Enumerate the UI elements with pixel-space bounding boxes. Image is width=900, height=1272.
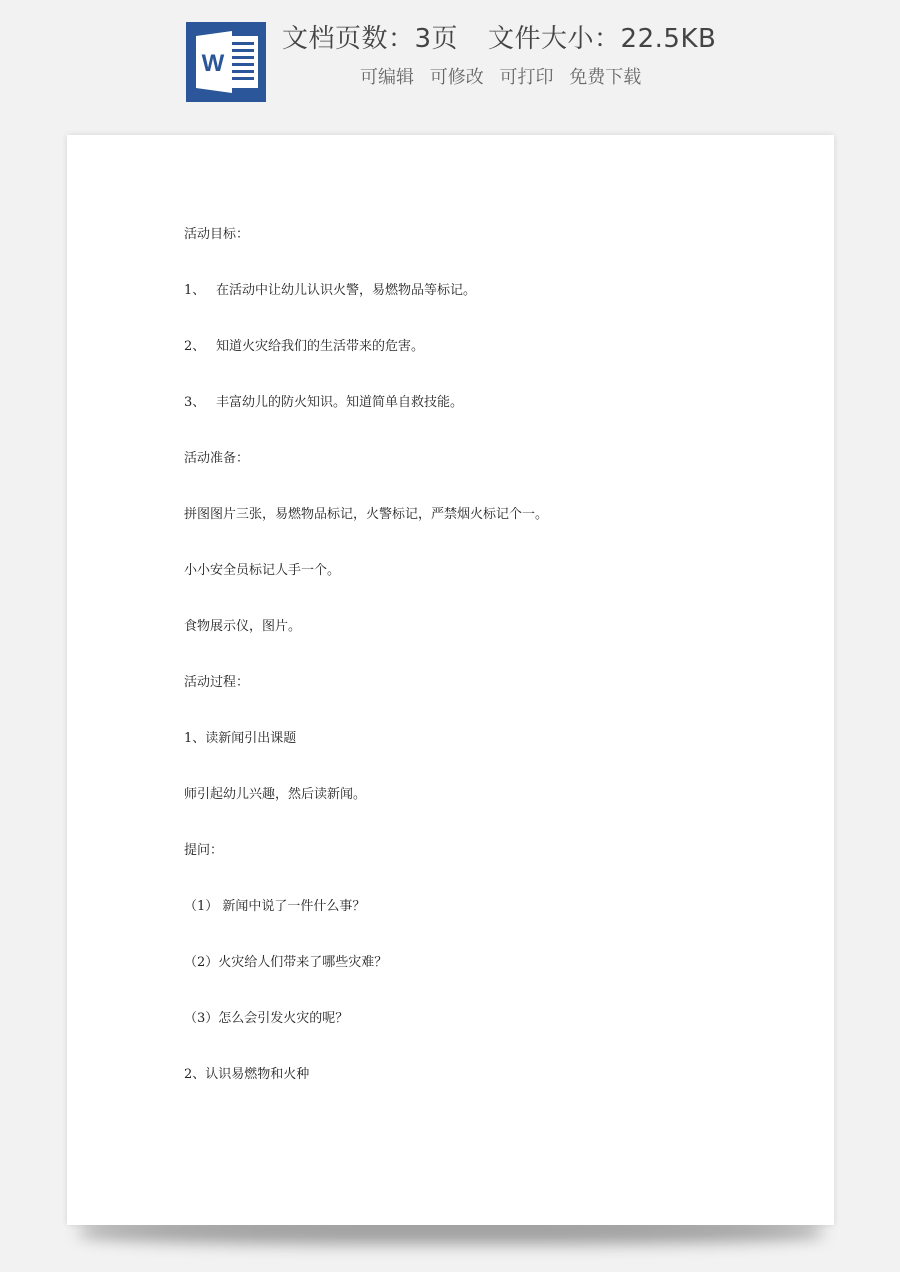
document-paragraph (184, 899, 784, 915)
paragraph-text: 活动过程： (184, 675, 250, 690)
document-paragraph (184, 339, 784, 355)
document-paragraph (184, 227, 784, 243)
feature-printable: 可打印 (499, 67, 554, 88)
feature-modifiable: 可修改 (429, 67, 484, 88)
paragraph-text: 小小安全员标记人手一个。 (184, 563, 341, 578)
document-paragraph (184, 395, 784, 411)
page-count-label: 文档页数：3页 (282, 24, 459, 54)
paragraph-text: （1） 新闻中说了一件什么事？ (184, 899, 366, 914)
document-paragraph (184, 675, 784, 691)
paragraph-text: 丰富幼儿的防火知识。知道简单自救技能。 (216, 395, 464, 410)
feature-editable: 可编辑 (360, 67, 414, 88)
document-paragraph (184, 955, 784, 971)
document-paragraph (184, 1011, 784, 1027)
document-paragraph (184, 563, 784, 579)
document-page (67, 135, 834, 1225)
paragraph-text: 活动准备： (184, 451, 250, 466)
paragraph-text: 提问： (184, 843, 224, 858)
feature-list (360, 64, 641, 92)
paragraph-text: （3）怎么会引发火灾的呢？ (184, 1011, 349, 1026)
document-paragraph (184, 1067, 784, 1083)
paragraph-text: 1、读新闻引出课题 (184, 731, 297, 746)
list-number: 3、 (184, 395, 206, 410)
svg-text:W: W (201, 50, 225, 77)
document-paragraph (184, 619, 784, 635)
paragraph-text: 食物展示仪，图片。 (184, 619, 302, 634)
paragraph-text: 知道火灾给我们的生活带来的危害。 (216, 339, 425, 354)
feature-free-download: 免费下载 (569, 67, 642, 88)
document-paragraph (184, 787, 784, 803)
document-paragraph (184, 731, 784, 747)
paragraph-text: 拼图图片三张，易燃物品标记，火警标记，严禁烟火标记个一。 (184, 507, 549, 522)
download-banner (0, 0, 900, 120)
list-number: 1、 (184, 283, 206, 298)
file-size-label: 文件大小：22.5KB (488, 24, 717, 54)
document-paragraph (184, 451, 784, 467)
paragraph-text: （2）火灾给人们带来了哪些灾难？ (184, 955, 388, 970)
document-paragraph (184, 283, 784, 299)
word-document-icon (186, 22, 266, 102)
list-number: 2、 (184, 339, 206, 354)
paragraph-text: 2、认识易燃物和火种 (184, 1067, 310, 1082)
paragraph-text: 师引起幼儿兴趣，然后读新闻。 (184, 787, 367, 802)
file-info-title (282, 20, 716, 58)
paragraph-text: 活动目标： (184, 227, 250, 242)
document-paragraph (184, 507, 784, 523)
document-paragraph (184, 843, 784, 859)
paragraph-text: 在活动中让幼儿认识火警，易燃物品等标记。 (216, 283, 477, 298)
document-body (184, 227, 784, 1123)
